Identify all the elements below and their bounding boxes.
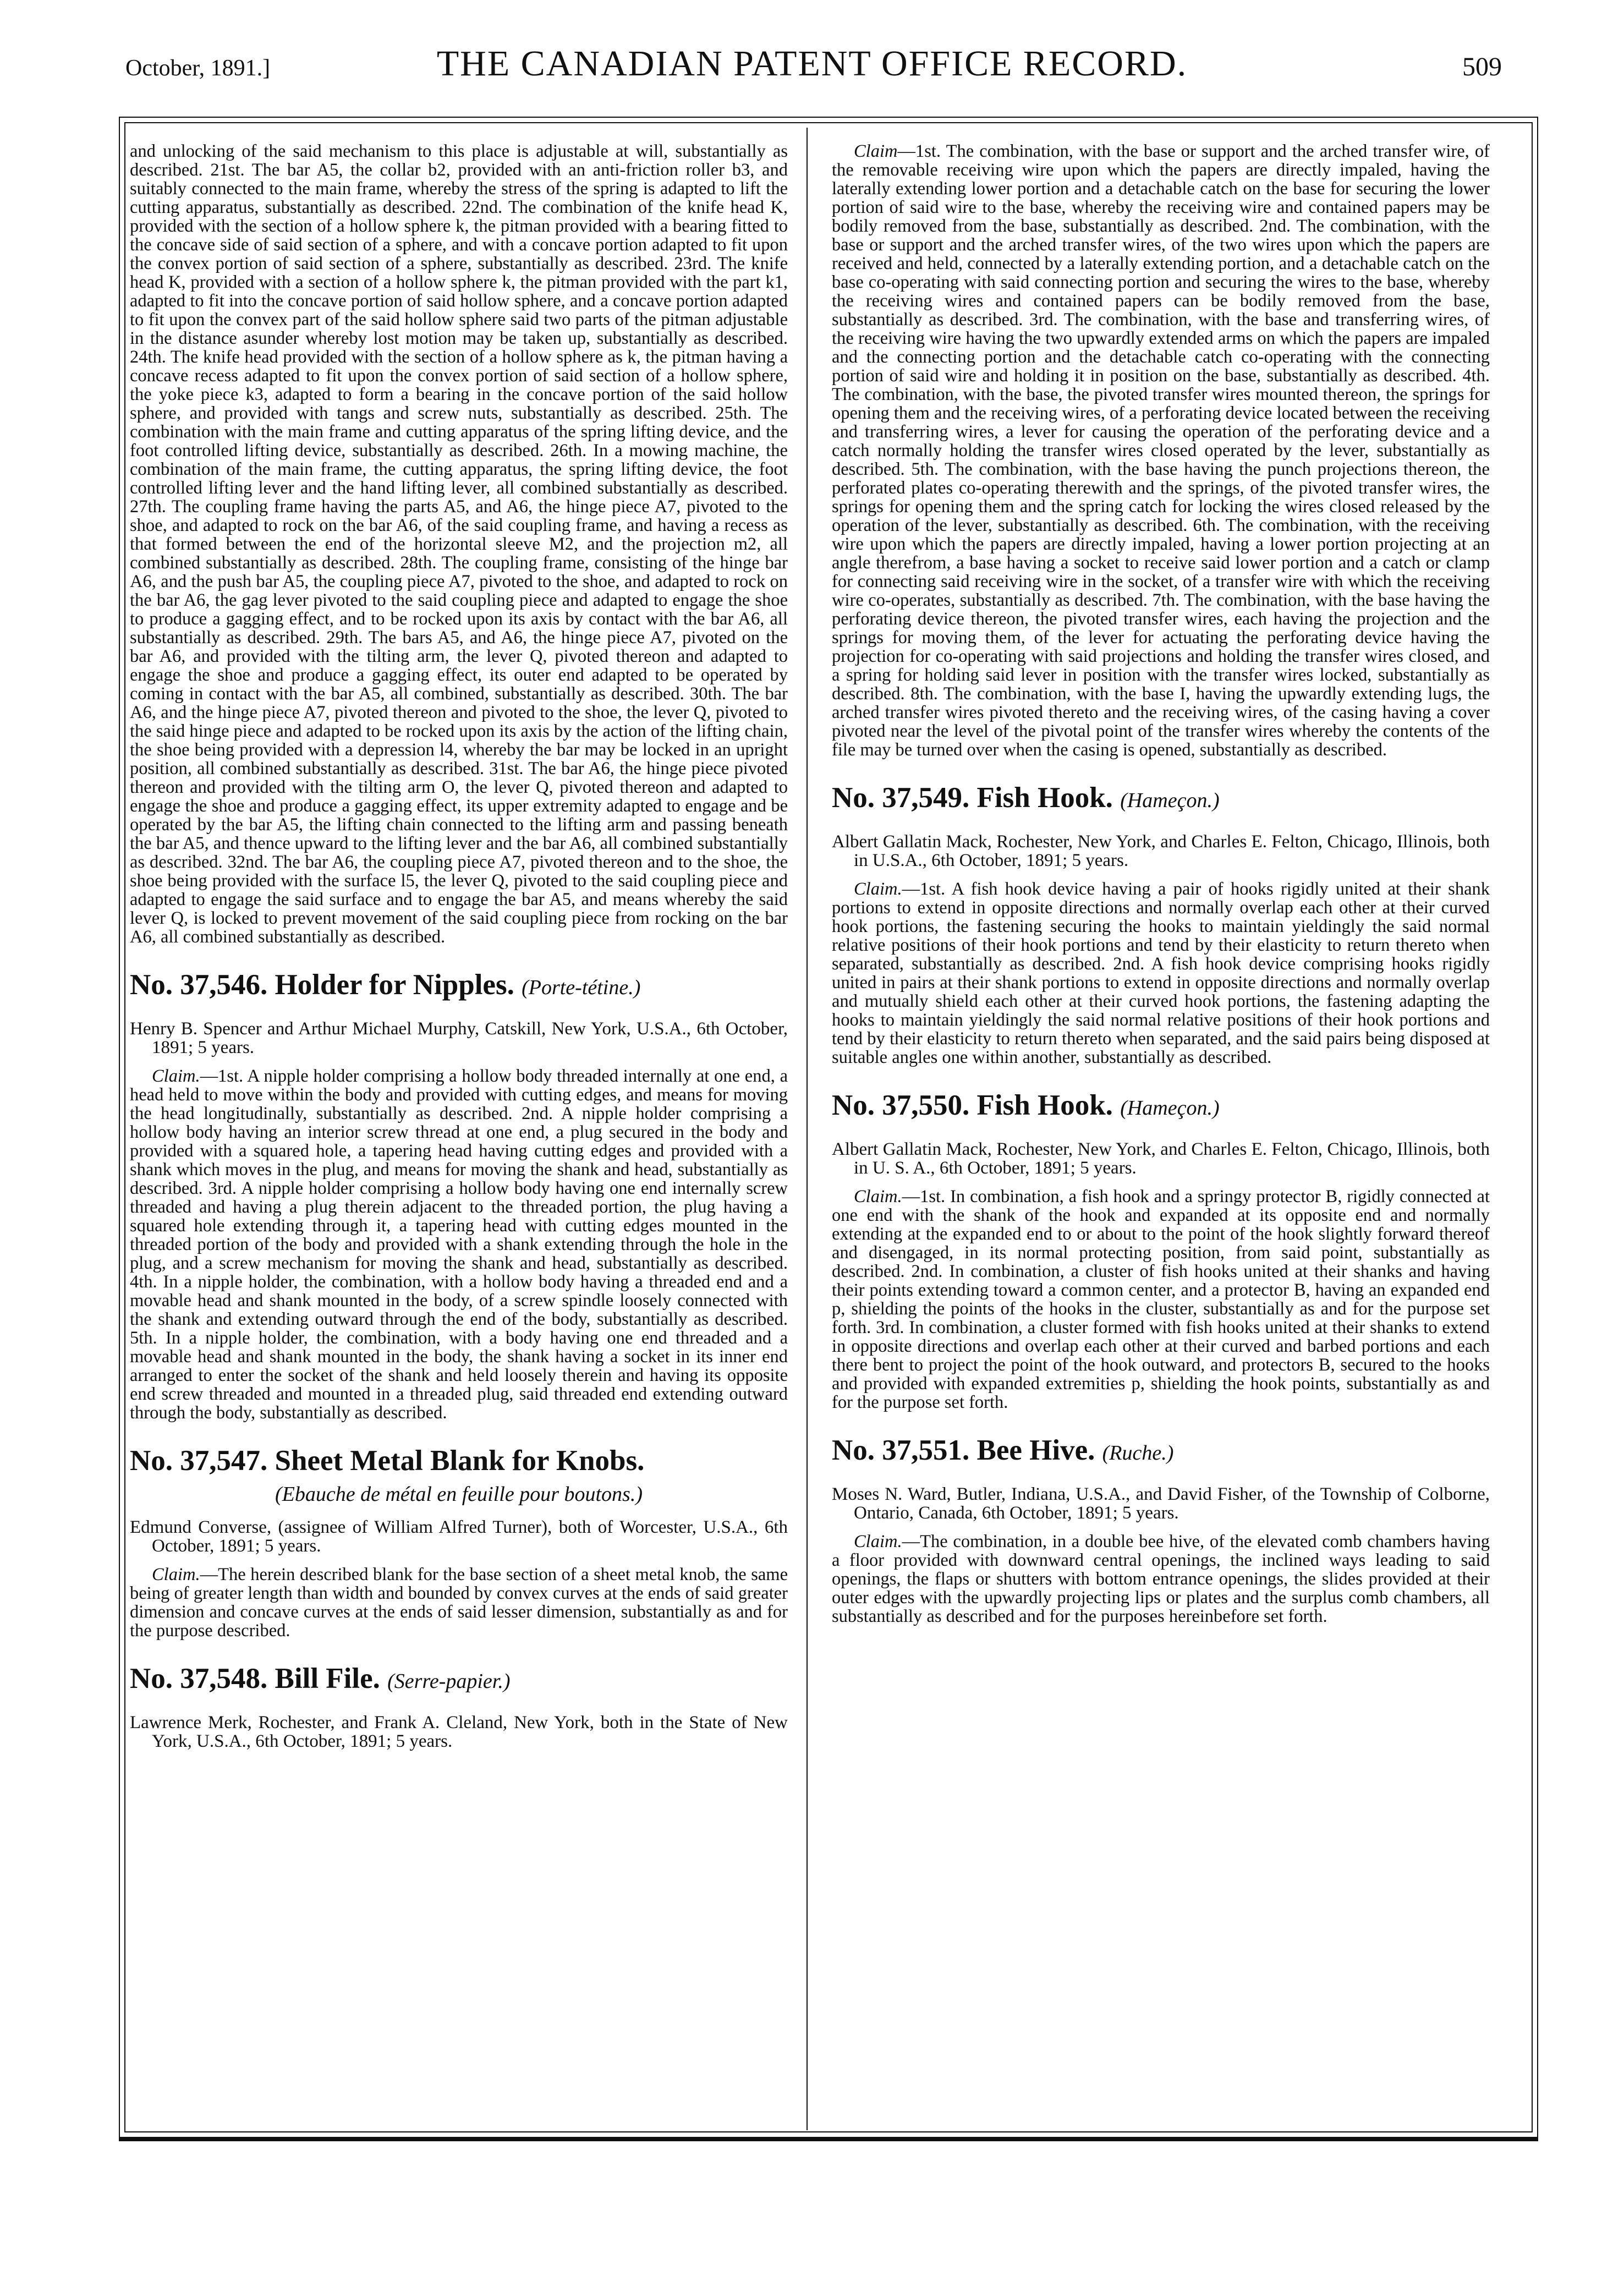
patent-37546 <box>130 967 788 1422</box>
patent-claim: Claim.—1st. A fish hook device having a pair of hooks rigidly united at their shank portions to extend in opposite directions and normally overlap each other at their curved hook portions, the fastening securing the hooks to maintain yieldingly the said normal relative positions of their hook portions and tend by their elasticity to return thereto when separated, substantially as described. 2nd. A fish hook device comprising hooks rigidly united in pairs at their shank portions to extend in opposite directions and normally overlap and mutually shield each other at their curved hook portions, the fastening adapting the hooks to maintain yieldingly the said normal relative positions of their hook portions and tend by their elasticity to return thereto when separated, and the said pairs being disposed at suitable angles one within another, substantially as described. <box>832 879 1490 1067</box>
patent-37550 <box>832 1088 1490 1412</box>
patent-claim: Claim.—The combination, in a double bee hive, of the elevated comb chambers having a floor provided with downward central openings, the inclined ways leading to said openings, the flaps or shutters with bottom entrance openings, the slides provided at their outer edges with the upwardly projecting lips or plates and the surplus comb chambers, all substantially as described and for the purposes hereinbefore set forth. <box>832 1532 1490 1626</box>
patent-title: No. 37,547. Sheet Metal Blank for Knobs. <box>130 1445 645 1477</box>
issue-date: October, 1891.] <box>125 56 271 81</box>
publication-title: THE CANADIAN PATENT OFFICE RECORD. <box>436 43 1188 84</box>
patent-37548 <box>130 1661 788 1751</box>
patent-title: No. 37,548. Bill File. (Serre-papier.) <box>130 1663 511 1695</box>
patent-french-title: (Ebauche de métal en feuille pour boutons.) <box>275 1483 643 1506</box>
left-column <box>130 142 788 1761</box>
patent-inventors: Albert Gallatin Mack, Rochester, New York, and Charles E. Felton, Chicago, Illinois, both in U. S. A., 6th October, 1891; 5 years. <box>832 1139 1490 1178</box>
page-header <box>0 43 1624 98</box>
patent-inventors: Moses N. Ward, Butler, Indiana, U.S.A., and David Fisher, of the Township of Colborne, Ontario, Canada, 6th October, 1891; 5 years. <box>832 1484 1490 1523</box>
column-divider <box>806 128 808 2130</box>
patent-title: No. 37,546. Holder for Nipples. (Porte-tétine.) <box>130 969 641 1001</box>
patent-claim: Claim.—The herein described blank for the base section of a sheet metal knob, the same being of greater length than width and bounded by convex curves at the ends of said greater dimension and concave curves at the ends of said lesser dimension, substantially as and for the purpose described. <box>130 1565 788 1641</box>
patent-title: No. 37,551. Bee Hive. (Ruche.) <box>832 1434 1174 1466</box>
patent-inventors: Edmund Converse, (assignee of William Alfred Turner), both of Worcester, U.S.A., 6th October, 1891; 5 years. <box>130 1517 788 1556</box>
page-number: 509 <box>1462 52 1502 81</box>
patent-inventors: Albert Gallatin Mack, Rochester, New York, and Charles E. Felton, Chicago, Illinois, both in U.S.A., 6th October, 1891; 5 years. <box>832 832 1490 870</box>
continued-claims: and unlocking of the said mechanism to this place is adjustable at will, substantially as described. 21st. The bar A5, the collar b2, provided with an anti-friction roller b3, and suitably connected to the main frame, whereby the stress of the spring is adapted to lift the cutting apparatus, substantially as described. 22nd. The combination of the knife head K, provided with the section of a hollow sphere k, the pitman provided with a bearing fitted to the concave side of said section of a sphere, and with a concave portion adapted to fit upon the convex portion of said section of a sphere, substantially as described. 23rd. The knife head K, provided with a section of a hollow sphere k, the pitman provided with the part k1, adapted to fit into the concave portion of said hollow sphere, and a concave portion adapted to fit upon the convex part of the said hollow sphere said two parts of the pitman adjustable in the distance asunder whereby lost motion may be taken up, substantially as described. 24th. The knife head provided with the section of a hollow sphere as k, the pitman having a concave recess adapted to fit upon the convex portion of said section of a hollow sphere, the yoke piece k3, adapted to form a bearing in the concave portion of the said hollow sphere, and provided with tangs and screw nuts, substantially as described. 25th. The combination with the main frame and cutting apparatus of the spring lifting device, and the foot controlled lifting device, substantially as described. 26th. In a mowing machine, the combination of the main frame, the cutting apparatus, the spring lifting device, the foot controlled lifting lever and the hand lifting lever, all combined substantially as described. 27th. The coupling frame having the parts A5, and A6, the hinge piece A7, pivoted to the shoe, and adapted to rock on the bar A6, of the said coupling frame, and having a recess as that formed between the end of the horizontal sleeve M2, and the projection m2, all combined substantially as described. 28th. The coupling frame, consisting of the hinge bar A6, and the push bar A5, the coupling piece A7, pivoted to the shoe, and adapted to rock on the bar A6, the gag lever pivoted to the said coupling piece and adapted to engage the shoe to produce a gagging effect, and to be rocked upon its axis by contact with the bar A6, all substantially as described. 29th. The bars A5, and A6, the hinge piece A7, pivoted on the bar A6, and provided with the tilting arm, the lever Q, pivoted thereon and adapted to engage the shoe and produce a gagging effect, its outer end adapted to be operated by coming in contact with the bar A5, all combined, substantially as described. 30th. The bar A6, and the hinge piece A7, pivoted thereon and pivoted to the shoe, the lever Q, pivoted to the said hinge piece and adapted to be rocked upon its axis by the action of the lifting chain, the shoe being provided with a depression l4, whereby the bar may be locked in an upright position, all combined substantially as described. 31st. The bar A6, the hinge piece pivoted thereon and provided with the tilting arm O, the lever Q, pivoted thereon and adapted to engage the shoe and produce a gagging effect, its upper extremity adapted to engage and be operated by the bar A5, the lifting chain connected to the lifting arm and passing beneath the bar A5, and thence upward to the lifting lever and the bar A6, all combined substantially as described. 32nd. The bar A6, the coupling piece A7, pivoted thereon and to the shoe, the shoe being provided with the surface l5, the lever Q, pivoted to the said coupling piece and adapted to engage the said surface and to engage the bar A5, and means whereby the said lever Q, is locked to prevent movement of the said coupling piece from rocking on the bar A6, all combined substantially as described. <box>130 141 788 947</box>
patent-37551 <box>832 1433 1490 1626</box>
patent-37549 <box>832 780 1490 1067</box>
patent-title: No. 37,550. Fish Hook. (Hameçon.) <box>832 1089 1220 1121</box>
patent-title: No. 37,549. Fish Hook. (Hameçon.) <box>832 782 1220 814</box>
patent-claim: Claim.—1st. In combination, a fish hook and a springy protector B, rigidly connected at one end with the shank of the hook and expanded at its opposite end and normally extending at the expanded end to or about to the point of the hook slightly forward thereof and disengaged, in its normal protecting position, from said point, substantially as described. 2nd. In combination, a cluster of fish hooks united at their shanks and having their points extending toward a common center, and a protector B, having an expanded end p, shielding the points of the hooks in the cluster, substantially as and for the purpose set forth. 3rd. In combination, a cluster formed with fish hooks united at their shanks to extend in opposite directions and overlap each other at their curved and barbed portions and each there bent to project the point of the hook outward, and protectors B, secured to the hooks and provided with expanded extremities p, shielding the hook points, substantially as and for the purpose set forth. <box>832 1187 1490 1412</box>
patent-37547 <box>130 1443 788 1640</box>
patent-inventors: Henry B. Spencer and Arthur Michael Murphy, Catskill, New York, U.S.A., 6th October, 1891; 5 years. <box>130 1019 788 1057</box>
right-column <box>832 142 1490 1626</box>
patent-claim: Claim.—1st. A nipple holder comprising a hollow body threaded internally at one end, a head held to move within the body and provided with cutting edges, and means for moving the head longitudinally, substantially as described. 2nd. A nipple holder comprising a hollow body having an interior screw thread at one end, a plug secured in the body and provided with a squared hole, a tapering head having cutting edges and provided with a shank which moves in the plug, and means for moving the shank and head, substantially as described. 3rd. A nipple holder comprising a hollow body having one end internally screw threaded and having a plug therein adjacent to the threaded portion, the plug having a squared hole extending through it, a tapering head with cutting edges mounted in the threaded portion of the body and provided with a shank extending through the hole in the plug, and a screw mechanism for moving the shank and head, substantially as described. 4th. In a nipple holder, the combination, with a hollow body having a threaded end and a movable head and shank mounted in the body, of a screw spindle loosely connected with the shank and extending outward through the end of the body, substantially as described. 5th. In a nipple holder, the combination, with a body having one end threaded and a movable head and shank mounted in the body, the shank having a socket in its inner end arranged to enter the socket of the shank and held loosely therein and having its opposite end screw threaded and mounted in a threaded plug, said threaded end extending outward through the body, substantially as described. <box>130 1066 788 1423</box>
patent-inventors: Lawrence Merk, Rochester, and Frank A. Cleland, New York, both in the State of New York, U.S.A., 6th October, 1891; 5 years. <box>130 1713 788 1751</box>
patent-claim-37548: Claim—1st. The combination, with the base or support and the arched transfer wire, of the removable receiving wire upon which the papers are directly impaled, having the laterally extending lower portion and a detachable catch on the base for securing the lower portion of said wire to the base, whereby the receiving wire and contained papers may be bodily removed from the base, substantially as described. 2nd. The combination, with the base or support and the arched transfer wires, of the two wires upon which the papers are received and held, connected by a laterally extending portion, and a detachable catch on the base co-operating with said connecting portion and securing the wires to the base, whereby the receiving wires and contained papers can be bodily removed from the base, substantially as described. 3rd. The combination, with the base and transferring wires, of the receiving wire having the two upwardly extended arms on which the papers are impaled and the connecting portion and the detachable catch co-operating with the connecting portion of said wire and holding it in position on the base, substantially as described. 4th. The combination, with the base, the pivoted transfer wires mounted thereon, the springs for opening them and the receiving wires, of a perforating device located between the receiving and transferring wires, a lever for causing the operation of the perforating device and a catch normally holding the transfer wires closed operated by the lever, substantially as described. 5th. The combination, with the base having the punch projections thereon, the perforated plates co-operating therewith and the springs, of the pivoted transfer wires, the springs for opening them and the spring catch for locking the wires closed released by the operation of the lever, substantially as described. 6th. The combination, with the receiving wire upon which the papers are directly impaled, having a lower portion projecting at an angle therefrom, a base having a socket to receive said lower portion and a catch or clamp for connecting said receiving wire in the socket, of a transfer wire with which the receiving wire co-operates, substantially as described. 7th. The combination, with the base having the perforating device thereon, the pivoted transfer wires, each having the projection and the springs for moving them, of the lever for actuating the perforating device having the projection for co-operating with said projections and holding the transfer wires closed, and a spring for holding said lever in position with the transfer wires locked, substantially as described. 8th. The combination, with the base I, having the upwardly extending lugs, the arched transfer wires pivoted thereto and the receiving wires, of the casing having a cover pivoted near the level of the pivotal point of the transfer wires whereby the contents of the file may be turned over when the casing is opened, substantially as described. <box>832 141 1490 760</box>
